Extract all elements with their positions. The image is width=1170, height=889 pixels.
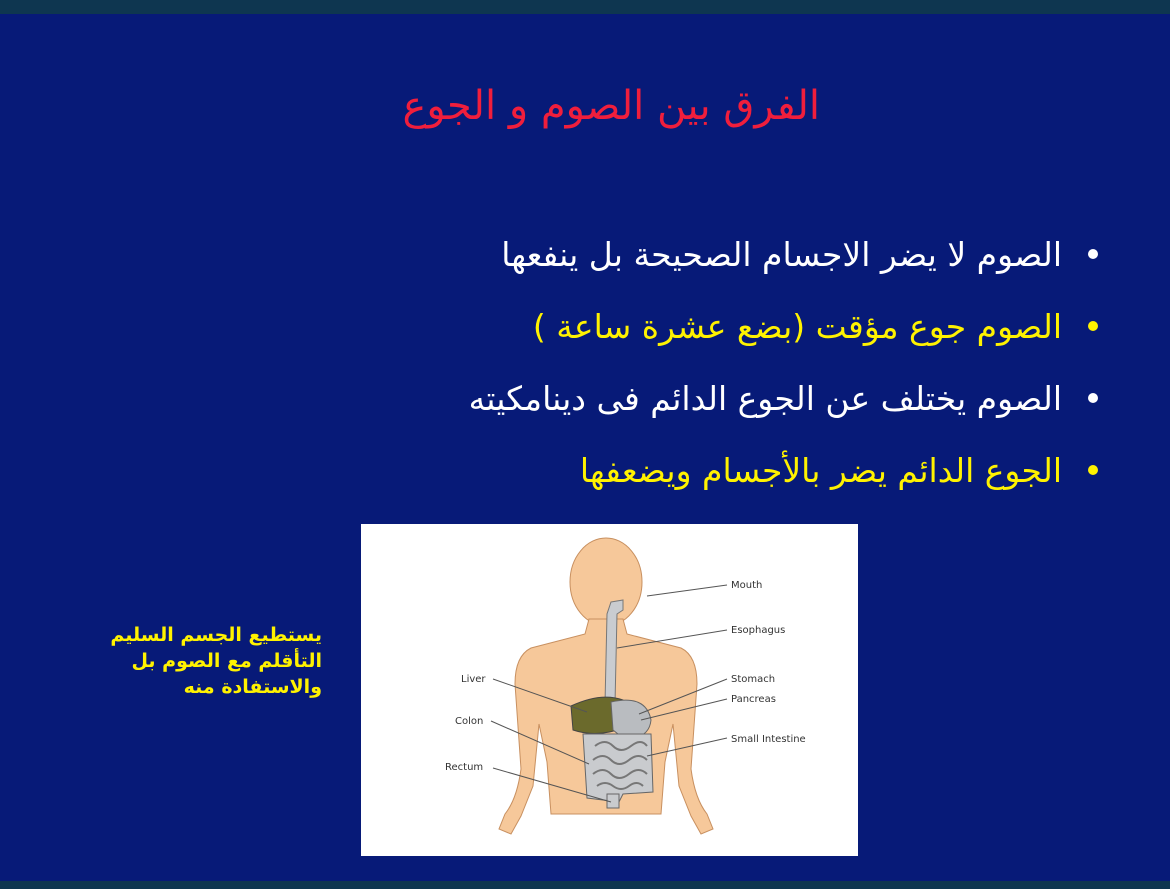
top-border xyxy=(0,0,1170,14)
bullet-dot-icon xyxy=(1088,393,1098,403)
digestive-system-figure xyxy=(361,524,858,856)
bullet-dot-icon xyxy=(1088,465,1098,475)
label-rectum: Rectum xyxy=(445,762,484,773)
digestive-system-diagram xyxy=(361,524,858,856)
bullet-text: الجوع الدائم يضر بالأجسام ويضعفها xyxy=(579,450,1062,490)
bullet-item xyxy=(278,218,1098,290)
label-pancreas: Pancreas xyxy=(731,694,776,705)
bottom-border xyxy=(0,881,1170,889)
colon-icon xyxy=(583,734,653,802)
bullet-item xyxy=(278,290,1098,362)
label-mouth: Mouth xyxy=(731,580,763,591)
label-esophagus: Esophagus xyxy=(731,625,786,636)
bullet-text: الصوم لا يضر الاجسام الصحيحة بل ينفعها xyxy=(501,234,1062,274)
label-liver: Liver xyxy=(461,674,486,685)
bullet-dot-icon xyxy=(1088,249,1098,259)
side-note-line: التأقلم مع الصوم بل xyxy=(131,650,322,672)
side-note-line: يستطيع الجسم السليم xyxy=(110,624,322,646)
label-colon: Colon xyxy=(455,716,484,727)
bullet-list xyxy=(278,218,1098,506)
bullet-item xyxy=(278,362,1098,434)
label-stomach: Stomach xyxy=(731,674,776,685)
bullet-text: الصوم يختلف عن الجوع الدائم فى دينامكيته xyxy=(468,378,1062,418)
bullet-dot-icon xyxy=(1088,321,1098,331)
slide-title: الفرق بين الصوم و الجوع xyxy=(402,83,820,129)
bullet-text: الصوم جوع مؤقت (بضع عشرة ساعة ) xyxy=(532,306,1062,346)
side-note xyxy=(100,622,322,700)
label-small-intestine: Small Intestine xyxy=(731,734,806,745)
side-note-line: والاستفادة منه xyxy=(183,676,322,698)
bullet-item xyxy=(278,434,1098,506)
